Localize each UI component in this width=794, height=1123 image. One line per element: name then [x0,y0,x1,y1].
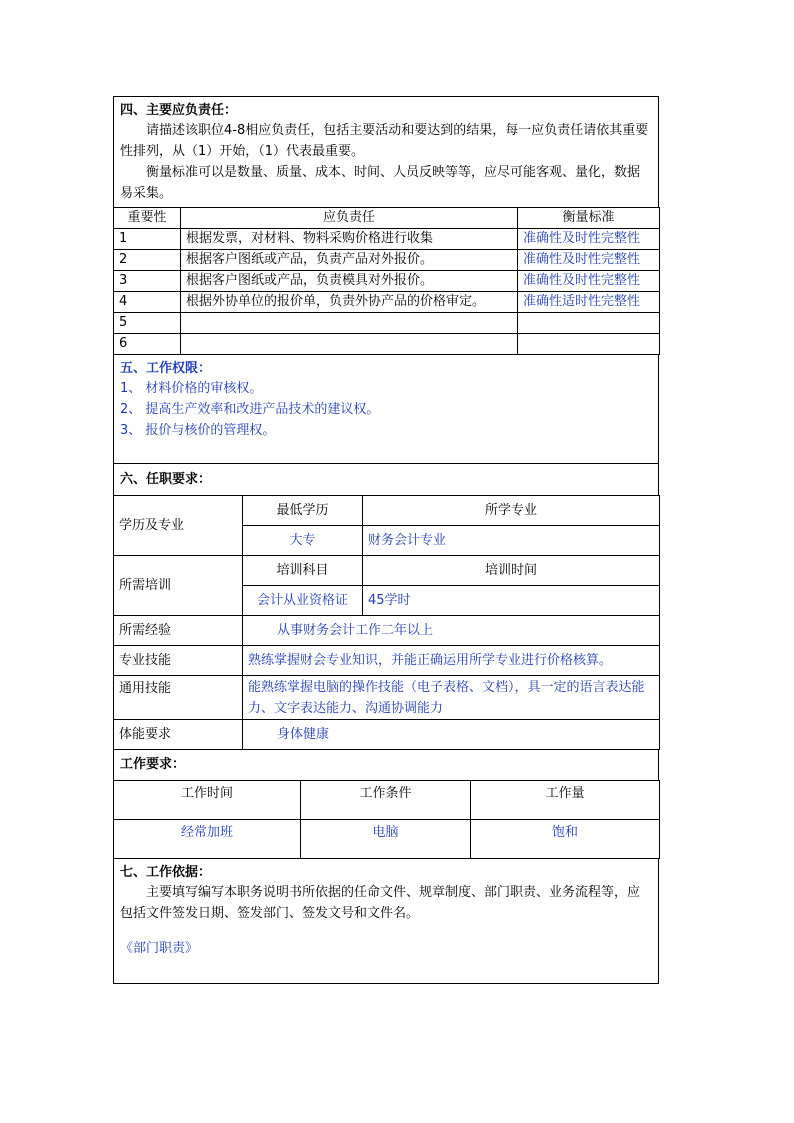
table-row [114,292,660,313]
table-row [114,334,660,355]
section4-para1: 请描述该职位4-8相应负责任，包括主要活动和要达到的结果，每一应负责任请依其重要性排列，从（1）开始，（1）代表最重要。 [120,123,649,159]
authority-list [120,378,652,441]
table-row [114,556,660,586]
row-measure: 准确性及时性完整性 [518,271,660,292]
row-measure: 准确性适时性完整性 [518,292,660,313]
skill-value: 熟练掌握财会专业知识，并能正确运用所学专业进行价格核算。 [243,646,660,676]
responsibilities-table [113,207,660,355]
row-measure [518,334,660,355]
row-duty [181,313,518,334]
section-work-header [113,750,659,780]
section6-title: 六、任职要求： [120,472,212,487]
section5-title: 五、工作权限： [120,361,212,376]
table-row [114,313,660,334]
list-item: 1、 材料价格的审核权。 [120,381,263,396]
section-basis [113,859,659,984]
job-description-page [113,96,659,984]
section-responsibilities-intro [113,96,659,207]
table-row [114,646,660,676]
row-duty: 根据外协单位的报价单，负责外协产品的价格审定。 [181,292,518,313]
work-condition-value: 电脑 [301,820,471,859]
row-duty: 根据客户图纸或产品，负责模具对外报价。 [181,271,518,292]
table-row [114,271,660,292]
table-header-row [114,208,660,229]
train-subject: 会计从业资格证 [243,586,363,616]
section7-para: 主要填写编写本职务说明书所依据的任命文件、规章制度、部门职责、业务流程等，应包括文件签发日期、签发部门、签发文号和文件名。 [120,885,641,921]
table-row [114,229,660,250]
general-skill-value: 能熟练掌握电脑的操作技能（电子表格、文档），具一定的语言表达能力、文字表达能力、沟通协调能力 [243,676,660,720]
edu-degree: 大专 [243,526,363,556]
table-row [114,496,660,526]
edu-header-degree: 最低学历 [243,496,363,526]
section-authority [113,355,659,463]
list-item: 2、 提高生产效率和改进产品技术的建议权。 [120,402,380,417]
row-no: 3 [114,271,181,292]
row-no: 2 [114,250,181,271]
list-item: 3、 报价与核价的管理权。 [120,423,276,438]
edu-header-major: 所学专业 [363,496,660,526]
row-measure: 准确性及时性完整性 [518,229,660,250]
edu-major: 财务会计专业 [363,526,660,556]
row-duty: 根据客户图纸或产品，负责产品对外报价。 [181,250,518,271]
table-row [114,820,660,859]
row-no: 6 [114,334,181,355]
experience-label: 所需经验 [114,616,243,646]
work-header-condition: 工作条件 [301,781,471,820]
section4-title: 四、主要应负责任： [120,103,238,118]
table-header-row [114,781,660,820]
row-no: 5 [114,313,181,334]
work-time-value: 经常加班 [114,820,301,859]
general-skill-label: 通用技能 [114,676,243,720]
table-row [114,720,660,750]
work-title: 工作要求： [120,757,186,772]
work-load-value: 饱和 [471,820,660,859]
section4-para2: 衡量标准可以是数量、质量、成本、时间、人员反映等等，应尽可能客观、量化，数据易采集。 [120,165,641,201]
train-header-time: 培训时间 [363,556,660,586]
physical-value: 身体健康 [243,720,660,750]
training-label: 所需培训 [114,556,243,616]
train-header-subject: 培训科目 [243,556,363,586]
education-label: 学历及专业 [114,496,243,556]
row-duty [181,334,518,355]
section-requirements-header [113,463,659,495]
physical-label: 体能要求 [114,720,243,750]
header-duty: 应负责任 [181,208,518,229]
skill-label: 专业技能 [114,646,243,676]
department-duties-link: 《部门职责》 [120,941,199,956]
section7-title: 七、工作依据： [120,865,212,880]
row-duty: 根据发票，对材料、物料采购价格进行收集 [181,229,518,250]
train-time: 45学时 [363,586,660,616]
row-measure [518,313,660,334]
table-row [114,250,660,271]
row-no: 4 [114,292,181,313]
row-no: 1 [114,229,181,250]
experience-value: 从事财务会计工作二年以上 [243,616,660,646]
header-importance: 重要性 [114,208,181,229]
row-measure: 准确性及时性完整性 [518,250,660,271]
work-header-load: 工作量 [471,781,660,820]
table-row [114,616,660,646]
work-requirements-table [113,780,660,859]
table-row [114,676,660,720]
work-header-time: 工作时间 [114,781,301,820]
requirements-table [113,495,660,750]
header-measure: 衡量标准 [518,208,660,229]
